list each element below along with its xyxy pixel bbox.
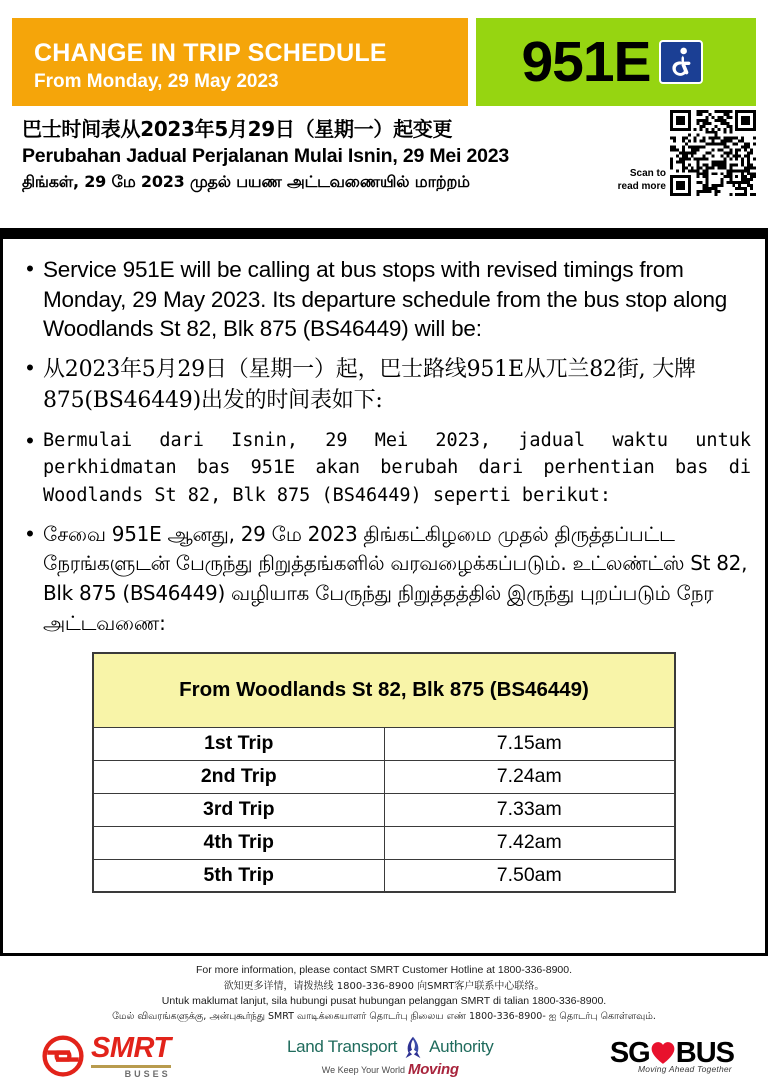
- bullet-marker-icon: •: [26, 520, 34, 546]
- poster-footer: [0, 953, 768, 1087]
- trip-label-cell: 1st Trip: [93, 727, 384, 760]
- trip-time-cell: 7.42am: [384, 826, 675, 859]
- header-banner-row: [12, 18, 756, 106]
- departure-schedule-table: [92, 652, 676, 893]
- qr-caption: [618, 168, 666, 196]
- trip-label-cell: 4th Trip: [93, 826, 384, 859]
- sgbus-text-left: SG: [609, 1036, 650, 1069]
- header-title-malay: Perubahan Jadual Perjalanan Mulai Isnin, 29 Mei 2023: [22, 145, 510, 167]
- announcement-text-tamil: சேவை 951E ஆனது, 29 மே 2023 திங்கட்கிழமை முதல் திருத்தப்பட்ட நேரங்களுடன் பேருந்து நிறுத்தங்களில் வரவழைக்கப்படும். உட்லண்ட்ஸ் St 82, Blk 875 (BS46449) வழியாக பேருந்து நிறுத்தத்தில் இருந்து புறப்படும் நேர அட்டவணை:: [43, 521, 748, 635]
- announcement-text-english: Service 951E will be calling at bus stops with revised timings from Monday, 29 May 2023. Its departure schedule from the bus stop along Woodlands St 82, Blk 875 (BS46449) will be:: [43, 257, 728, 342]
- qr-code-icon[interactable]: [670, 110, 756, 196]
- trip-label-cell: 3rd Trip: [93, 793, 384, 826]
- wheelchair-accessible-icon: [659, 40, 703, 84]
- lta-word-right: Authority: [429, 1037, 494, 1057]
- trip-label-cell: 2nd Trip: [93, 760, 384, 793]
- schedule-table-body: [93, 727, 675, 892]
- lta-ribbon-icon: [400, 1034, 426, 1060]
- announcement-bullet-list: [17, 255, 751, 638]
- bullet-marker-icon: •: [26, 256, 34, 281]
- contact-note-chinese: 欲知更多详情，请拨热线 1800-336-8900 向SMRT客户联系中心联络。: [223, 980, 545, 992]
- list-item: [17, 255, 751, 344]
- sgbus-tagline: Moving Ahead Together: [638, 1063, 732, 1074]
- bullet-marker-icon: •: [26, 427, 34, 453]
- list-item: [17, 427, 751, 510]
- smrt-name: SMRT: [91, 1031, 171, 1064]
- schedule-table-wrapper: [92, 652, 676, 893]
- lta-tagline-accent: Moving: [408, 1061, 459, 1079]
- lta-word-left: Land Transport: [286, 1037, 398, 1057]
- announcement-text-malay: Bermulai dari Isnin, 29 Mei 2023, jadual waktu untuk perkhidmatan bas 951E akan berubah dari perhentian bas di Woodlands St 82, Blk 875 (BS46449) seperti berikut:: [43, 429, 751, 507]
- contact-note-tamil: மேல் விவரங்களுக்கு, அன்புகூர்ந்து SMRT வாடிக்கையாளர் தொடர்பு நிலைய எண் 1800-336-8900- ஐ தொடர்பு கொள்ளவும்.: [112, 1010, 656, 1022]
- footer-logos: [0, 1024, 768, 1079]
- list-item: [17, 354, 751, 416]
- lta-wordmark-row: [287, 1034, 494, 1060]
- announcement-text-chinese: 从2023年5月29日（星期一）起，巴士路线951E从兀兰82街, 大牌875(BS46449)出发的时间表如下:: [43, 357, 696, 414]
- qr-code-block[interactable]: [618, 110, 756, 196]
- table-row: [93, 826, 675, 859]
- lta-tagline-row: [287, 1061, 494, 1078]
- smrt-wordmark: [91, 1031, 171, 1079]
- table-row: [93, 727, 675, 760]
- poster-body: [0, 239, 768, 953]
- sg-bus-logo: [609, 1036, 734, 1074]
- trip-time-cell: 7.33am: [384, 793, 675, 826]
- table-header-row: [93, 653, 675, 727]
- table-row: [93, 793, 675, 826]
- smrt-buses-logo: [42, 1031, 171, 1079]
- poster-header: [0, 0, 768, 228]
- route-number: 951E: [521, 29, 651, 94]
- sgbus-text-right: BUS: [675, 1036, 734, 1069]
- contact-note-malay: Untuk maklumat lanjut, sila hubungi pusat hubungan pelanggan SMRT di talian 1800-336-8900.: [161, 994, 607, 1007]
- header-title-tamil: திங்கள், 29 மே 2023 முதல் பயண அட்டவணையில் மாற்றம்: [22, 172, 470, 192]
- header-divider: [0, 228, 768, 239]
- trip-time-cell: 7.50am: [384, 859, 675, 892]
- smrt-emblem-icon: [42, 1035, 84, 1077]
- table-row: [93, 760, 675, 793]
- trip-time-cell: 7.15am: [384, 727, 675, 760]
- trip-label-cell: 5th Trip: [93, 859, 384, 892]
- announcement-banner: [12, 18, 468, 106]
- trip-time-cell: 7.24am: [384, 760, 675, 793]
- route-badge: [476, 18, 756, 106]
- banner-subtitle: From Monday, 29 May 2023: [34, 71, 279, 93]
- qr-caption-line1: Scan to: [629, 168, 666, 179]
- list-item: [17, 520, 751, 638]
- bullet-marker-icon: •: [26, 355, 34, 381]
- table-row: [93, 859, 675, 892]
- banner-title: CHANGE IN TRIP SCHEDULE: [34, 39, 387, 68]
- heart-icon: [650, 1041, 676, 1065]
- contact-note-english: For more information, please contact SMRT Customer Hotline at 1800-336-8900.: [195, 964, 573, 976]
- contact-notes: [0, 963, 768, 1024]
- land-transport-authority-logo: [287, 1034, 494, 1078]
- smrt-gold-rule: [91, 1065, 171, 1068]
- schedule-table-header: From Woodlands St 82, Blk 875 (BS46449): [93, 653, 675, 727]
- smrt-sub-label: BUSES: [124, 1068, 171, 1079]
- lta-tagline: We Keep Your World: [321, 1064, 405, 1075]
- qr-caption-line2: read more: [617, 180, 666, 192]
- header-title-chinese: 巴士时间表从2023年5月29日（星期一）起变更: [22, 117, 453, 141]
